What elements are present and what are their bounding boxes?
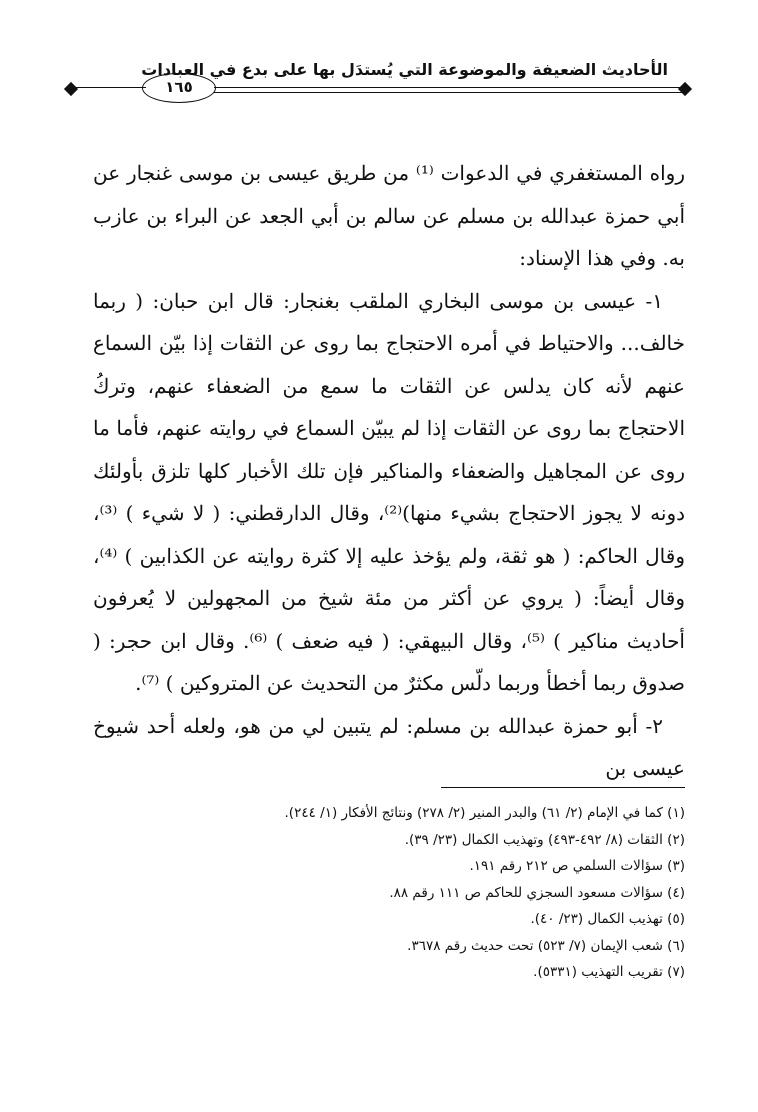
paragraph-intro: رواه المستغفري في الدعوات ⁽¹⁾ من طريق عيسى بن موسى غنجار عن أبي حمزة عبدالله بن مسلم عن سالم بن أبي الجعد عن البراء بن عازب به. وفي هذا الإسناد: (93, 161, 685, 270)
footnotes (120, 800, 685, 986)
footnote-4: (٤) سؤالات مسعود السجزي للحاكم ص ١١١ رقم ٨٨. (389, 884, 685, 901)
running-title: الأحاديث الضعيفة والموضوعة التي يُستدَل بها على بدع في العبادات (141, 60, 668, 79)
body-text (93, 152, 685, 790)
header-rule-right-top (214, 87, 682, 88)
footnote-1: (١) كما في الإمام (٢/ ٦١) والبدر المنير (٢/ ٢٧٨) ونتائج الأفكار (١/ ٢٤٤). (284, 805, 685, 821)
diamond-ornament-right (678, 82, 692, 96)
footnote-6: (٦) شعب الإيمان (٧/ ٥٢٣) تحت حديث رقم ٣٦٧٨. (407, 937, 685, 954)
footnote-5: (٥) تهذيب الكمال (٢٣/ ٤٠). (530, 911, 685, 927)
page-header (56, 58, 706, 114)
footnote-2: (٢) الثقات (٨/ ٤٩٢-٤٩٣) وتهذيب الكمال (٢٣/ ٣٩). (404, 831, 685, 848)
page-number: ١٦٥ (142, 73, 216, 103)
paragraph-narrator-2: ٢- أبو حمزة عبدالله بن مسلم: لم يتبين لي من هو، ولعله أحد شيوخ عيسى بن (93, 713, 685, 780)
header-rule-left (76, 87, 146, 88)
footnote-separator (441, 787, 685, 788)
footnote-3: (٣) سؤالات السلمي ص ٢١٢ رقم ١٩١. (469, 858, 685, 874)
footnote-7: (٧) تقريب التهذيب (٥٣٣١). (533, 964, 685, 980)
diamond-ornament-left (64, 82, 78, 96)
paragraph-narrator-1: ١- عيسى بن موسى البخاري الملقب بغنجار: قال ابن حبان: ( ربما خالف... والاحتياط في أمره الاحتجاج بما روى عن الثقات إذا بيّن السماع عنهم لأنه كان يدلس عن الثقات ما سمع من الضعفاء عنهم، وتركُ الاحتجاج بما روى عن الثقات إذا لم يبيّن السماع في روايته عنهم، فأما ما روى عن المجاهيل والضعفاء والمناكير فإن تلك الأخبار كلها تلزق بأولئك دونه لا يجوز الاحتجاج بشيء منها)⁽²⁾، وقال الدارقطني: ( لا شيء ) ⁽³⁾، وقال الحاكم: ( هو ثقة، ولم يؤخذ عليه إلا كثرة روايته عن الكذابين ) ⁽⁴⁾، وقال أيضاً: ( يروي عن أكثر من مئة شيخ من المجهولين لا يُعرفون أحاديث مناكير ) ⁽⁵⁾، وقال البيهقي: ( فيه ضعف ) ⁽⁶⁾. وقال ابن حجر: ( صدوق ربما أخطأ وربما دلّس مكثرٌ من التحديث عن المتروكين ) ⁽⁷⁾. (93, 288, 686, 695)
header-rule-right-bottom (214, 92, 682, 93)
